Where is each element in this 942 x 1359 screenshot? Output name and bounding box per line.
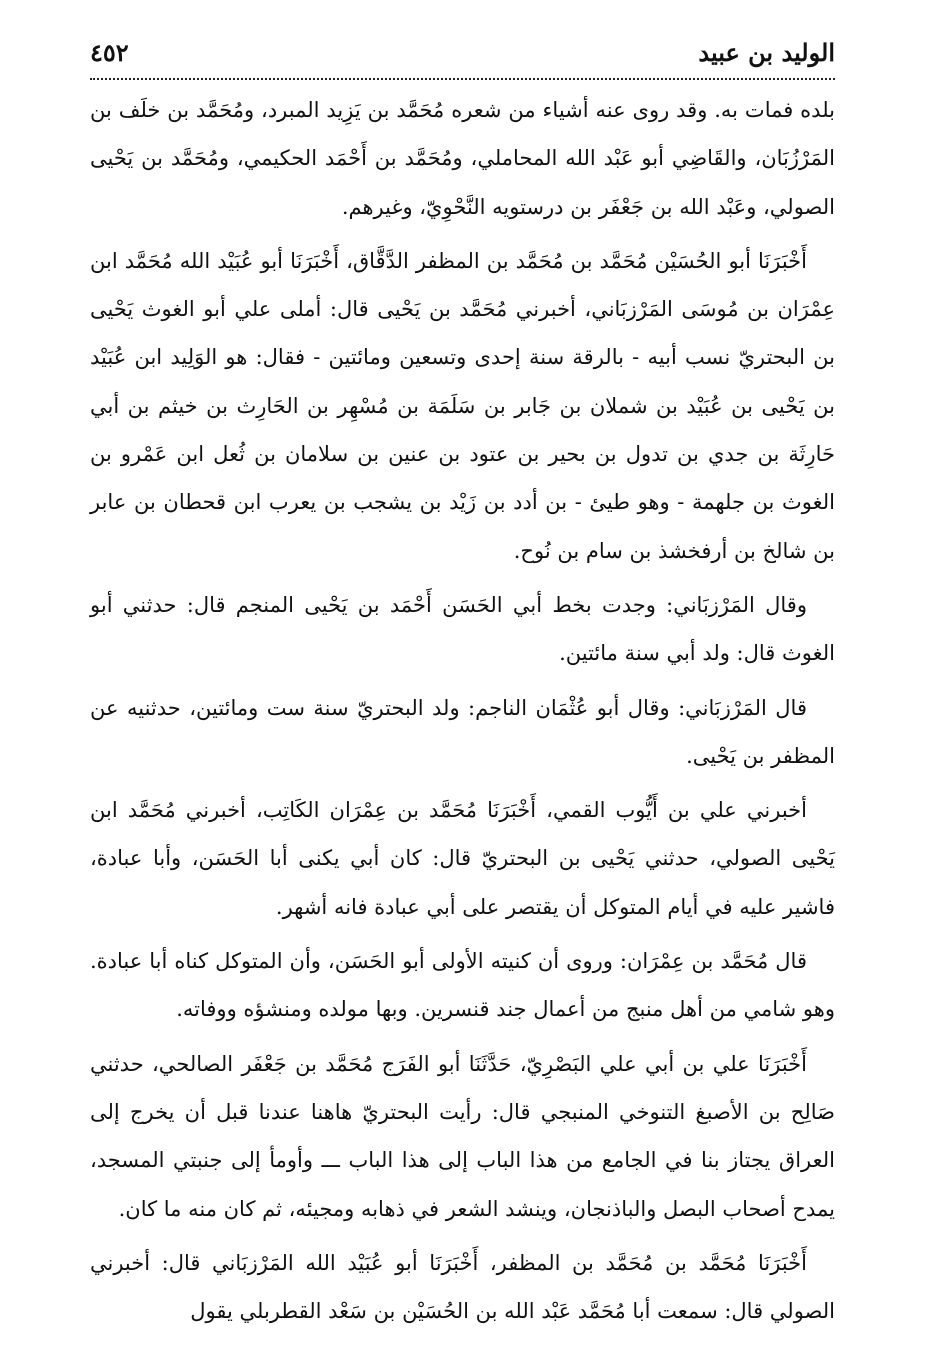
paragraph: أَخْبَرَنَا مُحَمَّد بن مُحَمَّد بن المظفر، أَخْبَرَنَا أبو عُبَيْد الله المَرْزبَاني قال: أخبرني الصولي قال: سمعت أبا مُحَمَّد عَبْد الله بن الحُسَيْن بن سَعْد القطربلي يقول (90, 1250, 835, 1324)
paragraph: بلده فمات به. وقد روى عنه أشياء من شعره مُحَمَّد بن يَزِيد المبرد، ومُحَمَّد بن خلَف بن المَرْزُبَان، والقَاضِي أبو عَبْد الله المحاملي، ومُحَمَّد بن أَحْمَد الحكيمي، ومُحَمَّد بن يَحْيى الصولي، وعَبْد الله بن جَعْفَر بن درستويه النَّحْوِيّ، وغيرهم. (90, 98, 835, 219)
paragraph: قال مُحَمَّد بن عِمْرَان: وروى أن كنيته الأولى أبو الحَسَن، وأن المتوكل كناه أبا عبادة. وهو شامي من أهل منبج من أعمال جند قنسرين. وبها مولده ومنشؤه ووفاته. (90, 949, 835, 1022)
running-header (90, 38, 835, 80)
paragraph: أخبرني علي بن أَيُّوب القمي، أَخْبَرَنَا مُحَمَّد بن عِمْرَان الكَاتِب، أخبرني مُحَمَّد ابن يَحْيى الصولي، حدثني يَحْيى بن البحتريّ قال: كان أبي يكنى أبا الحَسَن، وأبا عبادة، فاشير عليه في أيام المتوكل أن يقتصر على أبي عبادة فانه أشهر. (90, 798, 835, 919)
paragraph: قال المَرْزبَاني: وقال أبو عُثْمَان الناجم: ولد البحتريّ سنة ست ومائتين، حدثنيه عن المظفر بن يَحْيى. (90, 695, 835, 768)
paragraph: أَخْبَرَنَا علي بن أبي علي البَصْرِيّ، حَدَّثَنَا أبو الفَرَج مُحَمَّد بن جَعْفَر الصالحي، حدثني صَالِح بن الأصبغ التنوخي المنبجي قال: رأيت البحتريّ هاهنا عندنا قبل أن يخرج إلى العراق يجتاز بنا في الجامع من هذا الباب إلى هذا الباب ـــ وأومأ إلى جنبتي المسجد، يمدح أصحاب البصل والباذنجان، وينشد الشعر في ذهابه ومجيئه، ثم كان منه ما كان. (90, 1051, 835, 1221)
book-page (90, 38, 835, 1338)
page-number: ٤٥٢ (90, 38, 129, 67)
paragraph: وقال المَرْزبَاني: وجدت بخط أبي الحَسَن أَحْمَد بن يَحْيى المنجم قال: حدثني أبو الغوث قال: ولد أبي سنة مائتين. (90, 592, 835, 666)
paragraph: أَخْبَرَنَا أبو الحُسَيْن مُحَمَّد بن مُحَمَّد بن المظفر الدَّقَّاق، أَخْبَرَنَا أبو عُبَيْد الله مُحَمَّد ابن عِمْرَان بن مُوسَى المَرْزبَاني، أخبرني مُحَمَّد بن يَحْيى قال: أملى علي أبو الغوث يَحْيى بن البحتريّ نسب أبيه - بالرقة سنة إحدى وتسعين ومائتين - فقال: هو الوَلِيد ابن عُبَيْد بن يَحْيى بن عُبَيْد بن شملان بن جَابر بن سَلَمَة بن مُسْهِر بن الحَارِث بن خيثم بن أبي حَارِثَة بن جدي بن تدول بن بحير بن عتود بن عنين بن سلامان بن ثُعل ابن عَمْرو بن الغوث بن جلهمة - وهو طيئ - بن أدد بن زَيْد بن يشجب بن يعرب ابن قحطان بن عابر بن شالخ بن أرفخشذ بن سام بن نُوح. (90, 248, 835, 563)
chapter-title: الوليد بن عبيد (698, 38, 835, 67)
